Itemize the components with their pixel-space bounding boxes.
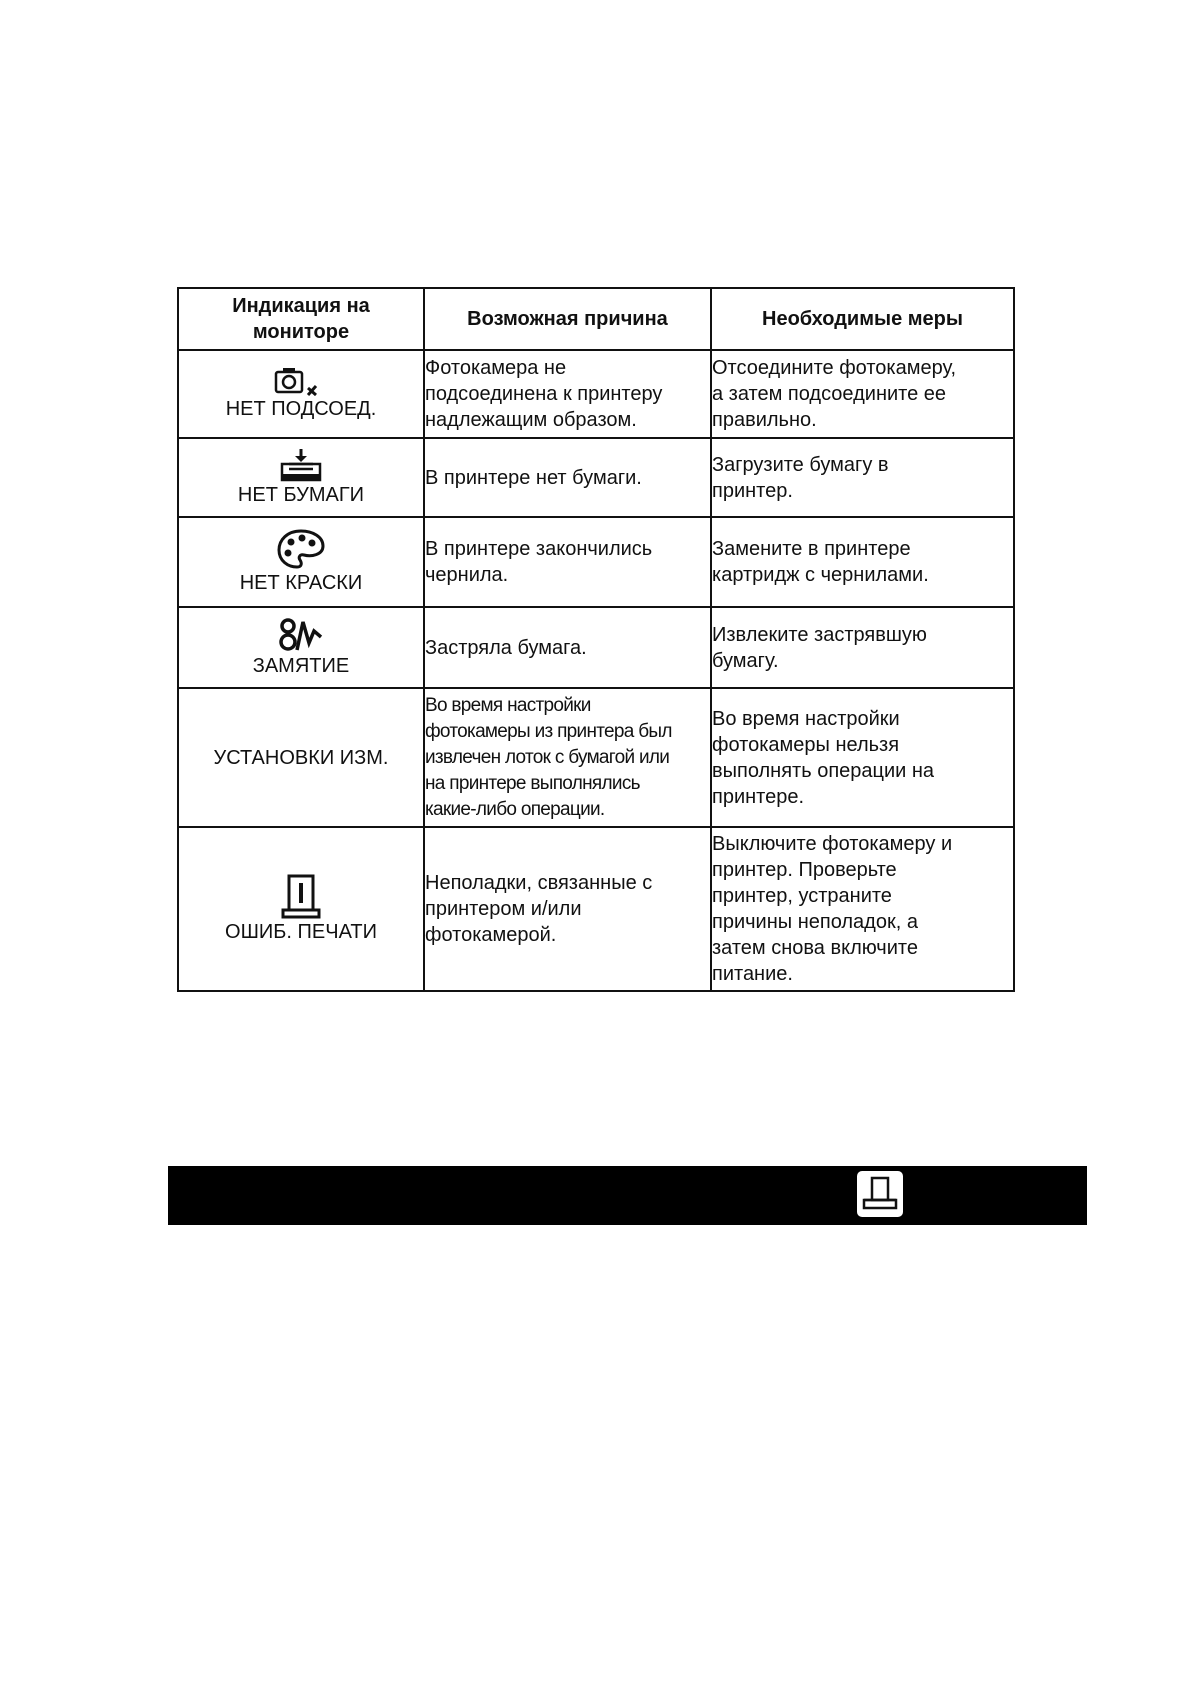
table-row: [178, 517, 1014, 607]
table-row: [178, 688, 1014, 827]
indication-cell: НЕТ БУМАГИ: [178, 438, 424, 517]
action-cell: Выключите фотокамеру и принтер. Проверьте принтер, устраните причины неполадок, а затем снова включите питание.: [711, 827, 1014, 991]
paper-tray-icon: [279, 448, 323, 482]
indication-cell: УСТАНОВКИ ИЗМ.: [178, 688, 424, 827]
printer-error-icon: [281, 873, 321, 919]
paper-jam-icon: [277, 617, 325, 653]
table-row: [178, 827, 1014, 991]
action-cell: Загрузите бумагу в принтер.: [711, 438, 1014, 517]
action-cell: Во время настройки фотокамеры нельзя выполнять операции на принтере.: [711, 688, 1014, 827]
table-row: [178, 607, 1014, 688]
indication-cell: ЗАМЯТИЕ: [178, 607, 424, 688]
cause-cell: Фотокамера не подсоединена к принтеру надлежащим образом.: [424, 350, 711, 438]
cause-cell: В принтере нет бумаги.: [424, 438, 711, 517]
printer-icon: [857, 1171, 903, 1217]
header-cause: Возможная причина: [424, 288, 711, 350]
header-indication: Индикация на мониторе: [178, 288, 424, 350]
action-cell: Замените в принтере картридж с чернилами.: [711, 517, 1014, 607]
cause-cell: В принтере закончились чернила.: [424, 517, 711, 607]
section-header-bar: [168, 1166, 1087, 1225]
header-action: Необходимые меры: [711, 288, 1014, 350]
cause-cell: Неполадки, связанные с принтером и/или фотокамерой.: [424, 827, 711, 991]
cause-cell: Застряла бумага.: [424, 607, 711, 688]
error-table-container: [177, 287, 1015, 992]
error-table: [177, 287, 1015, 992]
table-row: [178, 438, 1014, 517]
action-cell: Отсоедините фотокамеру, а затем подсоедините ее правильно.: [711, 350, 1014, 438]
indication-cell: НЕТ ПОДСОЕД.: [178, 350, 424, 438]
table-header-row: [178, 288, 1014, 350]
indication-cell: ОШИБ. ПЕЧАТИ: [178, 827, 424, 991]
camera-disconnected-icon: [273, 366, 329, 396]
indication-cell: НЕТ КРАСКИ: [178, 517, 424, 607]
action-cell: Извлеките застрявшую бумагу.: [711, 607, 1014, 688]
cause-cell: Во время настройки фотокамеры из принтера был извлечен лоток с бумагой или на принтере выполнялись какие-либо операции.: [424, 688, 711, 827]
palette-icon: [275, 528, 327, 570]
table-row: [178, 350, 1014, 438]
